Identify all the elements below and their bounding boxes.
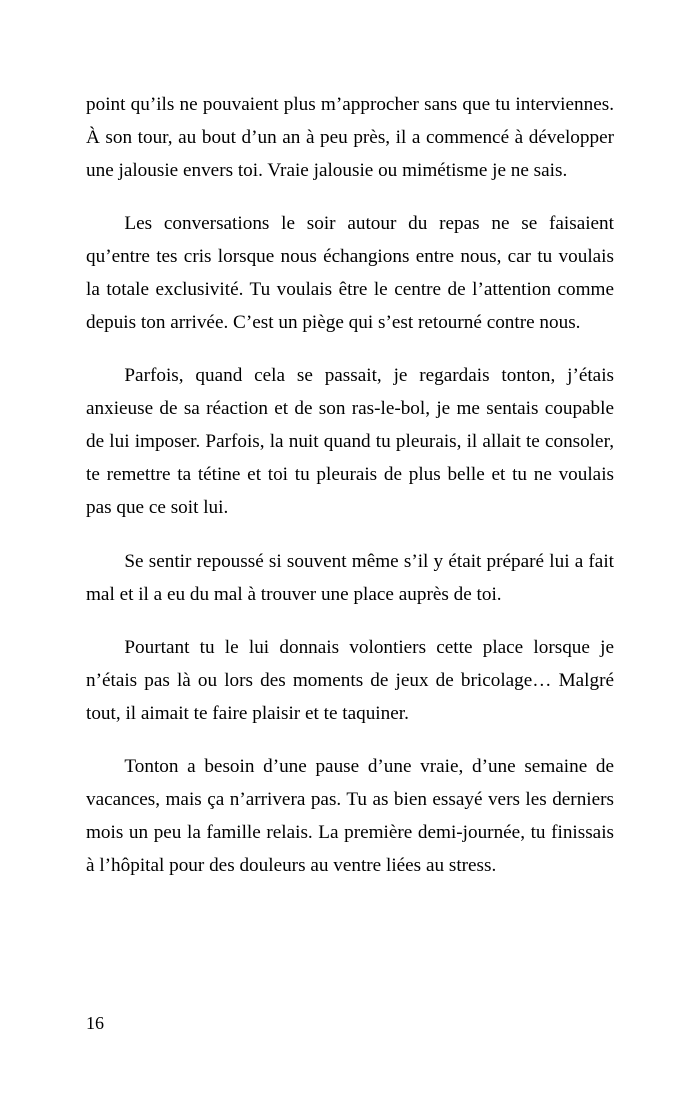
paragraph: point qu’ils ne pouvaient plus m’approcher sans que tu interviennes. À son tour, au bout d’un an à peu près, il a commencé à développer une jalousie envers toi. Vraie jalousie ou mimétisme je ne sais. (86, 94, 614, 182)
paragraph: Se sentir repoussé si souvent même s’il y était préparé lui a fait mal et il a eu du mal à trouver une place auprès de toi. (86, 550, 614, 605)
paragraph: Tonton a besoin d’une pause d’une vraie, d’une semaine de vacances, mais ça n’arrivera pas. Tu as bien essayé vers les derniers mois un peu la famille relais. La première demi-journée, tu finissais à l’hôpital pour des douleurs au ventre liées au stress. (86, 756, 614, 877)
page-number: 16 (86, 1013, 104, 1033)
paragraph: Pourtant tu le lui donnais volontiers cette place lorsque je n’étais pas là ou lors des moments de jeux de bricolage… Malgré tout, il aimait te faire plaisir et te taquiner. (86, 636, 614, 724)
page-body-text (86, 88, 614, 882)
paragraph: Les conversations le soir autour du repas ne se faisaient qu’entre tes cris lorsque nous échangions entre nous, car tu voulais la totale exclusivité. Tu voulais être le centre de l’attention comme depuis ton arrivée. C’est un piège qui s’est retourné contre nous. (86, 213, 614, 334)
paragraph: Parfois, quand cela se passait, je regardais tonton, j’étais anxieuse de sa réaction et de son ras-le-bol, je me sentais coupable de lui imposer. Parfois, la nuit quand tu pleurais, il allait te consoler, te remettre ta tétine et toi tu pleurais de plus belle et tu ne voulais pas que ce soit lui. (86, 365, 614, 519)
